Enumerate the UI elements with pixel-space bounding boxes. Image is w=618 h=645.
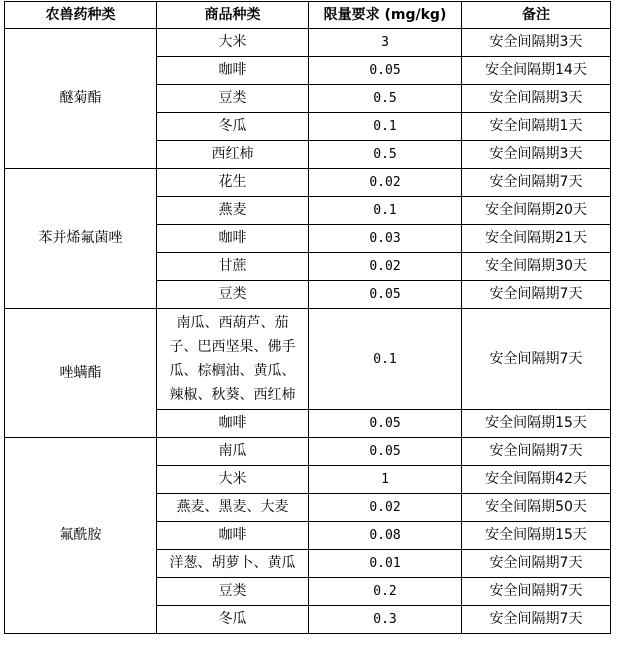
note-cell: 安全间隔期14天 (462, 57, 611, 85)
limit-cell: 0.02 (309, 169, 462, 197)
note-cell: 安全间隔期3天 (462, 85, 611, 113)
limit-cell: 0.1 (309, 197, 462, 225)
commodity-cell: 甘蔗 (157, 253, 309, 281)
note-cell: 安全间隔期15天 (462, 522, 611, 550)
mrl-table (4, 1, 611, 634)
commodity-cell: 冬瓜 (157, 113, 309, 141)
note-cell: 安全间隔期7天 (462, 550, 611, 578)
commodity-cell: 花生 (157, 169, 309, 197)
pesticide-cell: 醚菊酯 (5, 29, 157, 169)
table-row (5, 438, 611, 466)
note-cell: 安全间隔期50天 (462, 494, 611, 522)
note-cell: 安全间隔期7天 (462, 606, 611, 634)
note-cell: 安全间隔期30天 (462, 253, 611, 281)
header-pesticide: 农兽药种类 (5, 2, 157, 29)
header-commodity: 商品种类 (157, 2, 309, 29)
limit-cell: 0.3 (309, 606, 462, 634)
header-row (5, 2, 611, 29)
commodity-cell: 豆类 (157, 85, 309, 113)
commodity-cell: 燕麦、黑麦、大麦 (157, 494, 309, 522)
commodity-cell: 燕麦 (157, 197, 309, 225)
note-cell: 安全间隔期15天 (462, 410, 611, 438)
limit-cell: 0.1 (309, 113, 462, 141)
pesticide-cell: 唑螨酯 (5, 309, 157, 438)
commodity-cell-multiline (157, 309, 309, 410)
note-cell: 安全间隔期7天 (462, 169, 611, 197)
table-row (5, 169, 611, 197)
commodity-cell: 豆类 (157, 281, 309, 309)
pesticide-cell: 苯并烯氟菌唑 (5, 169, 157, 309)
commodity-cell: 南瓜 (157, 438, 309, 466)
header-note: 备注 (462, 2, 611, 29)
limit-cell: 0.5 (309, 141, 462, 169)
table-row (5, 29, 611, 57)
commodity-cell: 豆类 (157, 578, 309, 606)
note-cell: 安全间隔期7天 (462, 578, 611, 606)
limit-cell: 0.1 (309, 309, 462, 410)
note-cell: 安全间隔期7天 (462, 281, 611, 309)
header-limit: 限量要求 (mg/kg) (309, 2, 462, 29)
limit-cell: 0.05 (309, 410, 462, 438)
note-cell: 安全间隔期7天 (462, 309, 611, 410)
limit-cell: 0.05 (309, 438, 462, 466)
pesticide-cell: 氟酰胺 (5, 438, 157, 634)
commodity-line: 子、巴西坚果、佛手 (169, 339, 296, 355)
limit-cell: 0.03 (309, 225, 462, 253)
note-cell: 安全间隔期42天 (462, 466, 611, 494)
limit-cell: 3 (309, 29, 462, 57)
commodity-cell: 咖啡 (157, 522, 309, 550)
limit-cell: 0.2 (309, 578, 462, 606)
commodity-cell: 咖啡 (157, 225, 309, 253)
commodity-cell: 咖啡 (157, 57, 309, 85)
limit-cell: 1 (309, 466, 462, 494)
commodity-line: 瓜、棕榈油、黄瓜、 (169, 363, 296, 379)
limit-cell: 0.02 (309, 494, 462, 522)
commodity-cell: 大米 (157, 29, 309, 57)
note-cell: 安全间隔期3天 (462, 141, 611, 169)
limit-cell: 0.01 (309, 550, 462, 578)
commodity-line: 南瓜、西葫芦、茄 (176, 315, 289, 331)
commodity-cell: 冬瓜 (157, 606, 309, 634)
note-cell: 安全间隔期20天 (462, 197, 611, 225)
commodity-cell: 西红柿 (157, 141, 309, 169)
note-cell: 安全间隔期7天 (462, 438, 611, 466)
note-cell: 安全间隔期3天 (462, 29, 611, 57)
note-cell: 安全间隔期1天 (462, 113, 611, 141)
limit-cell: 0.5 (309, 85, 462, 113)
commodity-cell: 洋葱、胡萝卜、黄瓜 (157, 550, 309, 578)
note-cell: 安全间隔期21天 (462, 225, 611, 253)
limit-cell: 0.02 (309, 253, 462, 281)
commodity-cell: 咖啡 (157, 410, 309, 438)
limit-cell: 0.05 (309, 57, 462, 85)
table-row (5, 309, 611, 410)
commodity-line: 辣椒、秋葵、西红柿 (169, 387, 296, 403)
limit-cell: 0.08 (309, 522, 462, 550)
limit-cell: 0.05 (309, 281, 462, 309)
commodity-cell: 大米 (157, 466, 309, 494)
